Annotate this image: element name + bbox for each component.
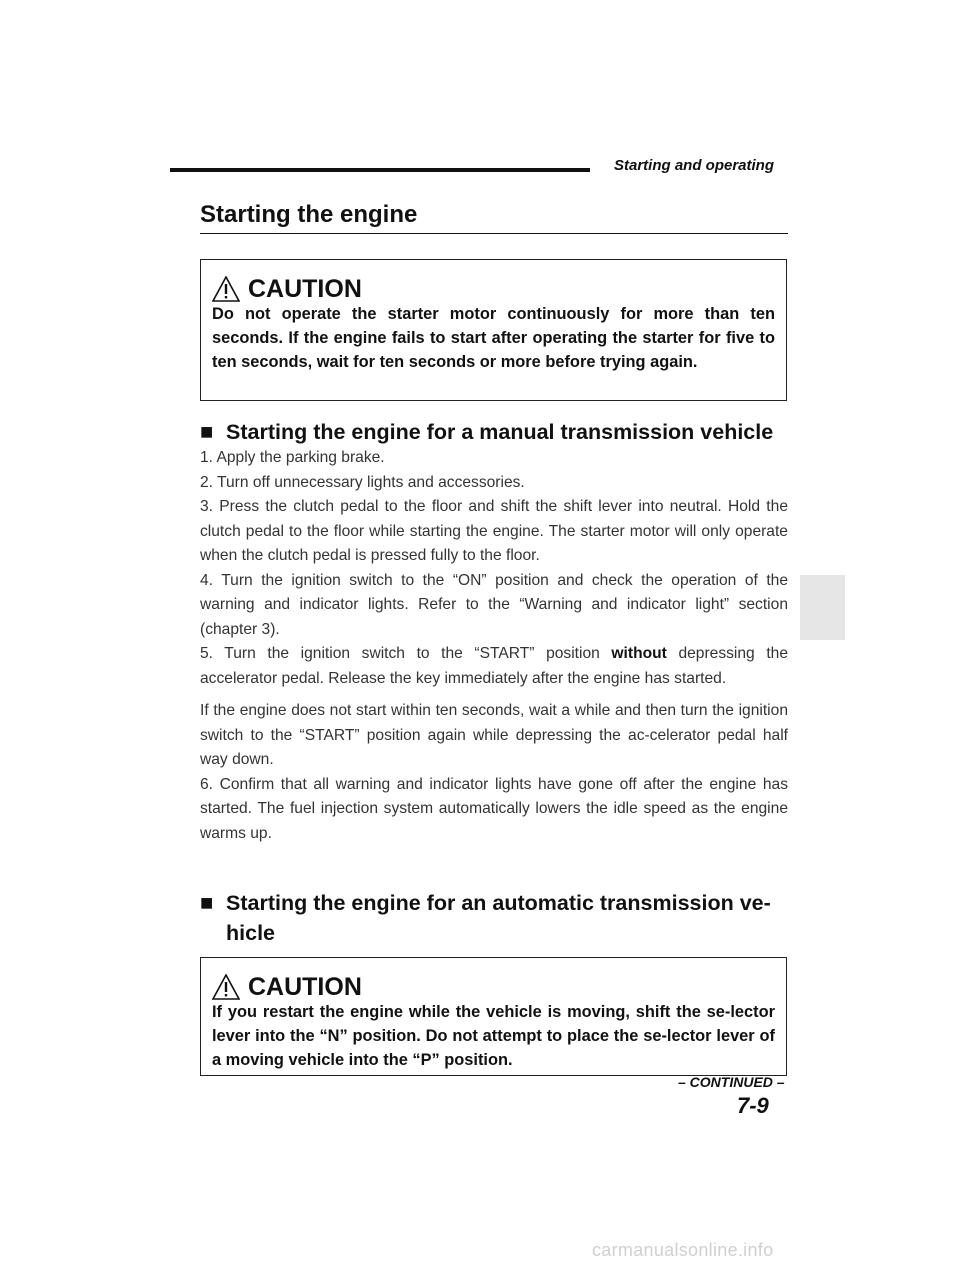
step-2: 2. Turn off unnecessary lights and accessories. <box>200 473 525 491</box>
title-rule <box>200 233 788 234</box>
caution-header <box>212 968 775 1000</box>
section-heading-manual-text: Starting the engine for a manual transmission vehicle <box>226 420 774 444</box>
caution-title: CAUTION <box>248 973 362 1001</box>
retry-paragraph: If the engine does not start within ten seconds, wait a while and then turn the ignition switch to the “START” position again while depressing the ac-celerator pedal half way down. <box>200 702 788 768</box>
warning-triangle-icon <box>212 974 240 1000</box>
watermark: carmanualsonline.info <box>592 1240 774 1260</box>
step-4: 4. Turn the ignition switch to the “ON” position and check the operation of the warning and indicator lights. Refer to the “Warning and indicator light” section (chapter 3). <box>200 571 788 638</box>
header-section-title: Starting and operating <box>614 157 775 174</box>
header-rule <box>170 168 590 172</box>
step-5-before: 5. Turn the ignition switch to the “START” position <box>200 645 612 662</box>
caution-box-restart <box>200 957 787 1076</box>
caution-text: If you restart the engine while the vehicle is moving, shift the se-lector lever into the “N” position. Do not attempt to place the se-lector lever of a moving vehicle into the “P” position. <box>212 1003 775 1069</box>
bullet-square-icon: ■ <box>200 890 214 915</box>
section-heading-automatic-text: Starting the engine for an automatic transmission ve-hicle <box>226 891 771 945</box>
step-3: 3. Press the clutch pedal to the floor and shift the shift lever into neutral. Hold the clutch pedal to the floor while starting the engine. The starter motor will only operate when the clutch pedal is pressed fully to the floor. <box>200 498 788 564</box>
step-1: 1. Apply the parking brake. <box>200 449 385 466</box>
section-heading-automatic <box>200 888 790 948</box>
page-number: 7-9 <box>737 1093 769 1118</box>
step-5 <box>200 642 788 691</box>
continued-label: – CONTINUED – <box>678 1074 785 1090</box>
caution-title: CAUTION <box>248 275 362 303</box>
step-5-emphasis: without <box>611 645 667 662</box>
step-6: 6. Confirm that all warning and indicator lights have gone off after the engine has started. The fuel injection system automatically lowers the idle speed as the engine warms up. <box>200 775 788 842</box>
caution-text: Do not operate the starter motor continuously for more than ten seconds. If the engine fails to start after operating the starter for five to ten seconds, wait for ten seconds or more before trying again. <box>212 305 775 371</box>
bullet-square-icon: ■ <box>200 419 214 444</box>
caution-header <box>212 270 775 302</box>
chapter-side-tab <box>800 575 845 640</box>
warning-triangle-icon <box>212 276 240 302</box>
step-5-after: depressing the accelerator pedal. Release the key immediately after the engine has started. <box>200 645 788 687</box>
page-title: Starting the engine <box>200 201 418 228</box>
section-heading-manual <box>200 417 790 447</box>
caution-box-starter <box>200 259 787 401</box>
manual-steps <box>200 446 788 846</box>
